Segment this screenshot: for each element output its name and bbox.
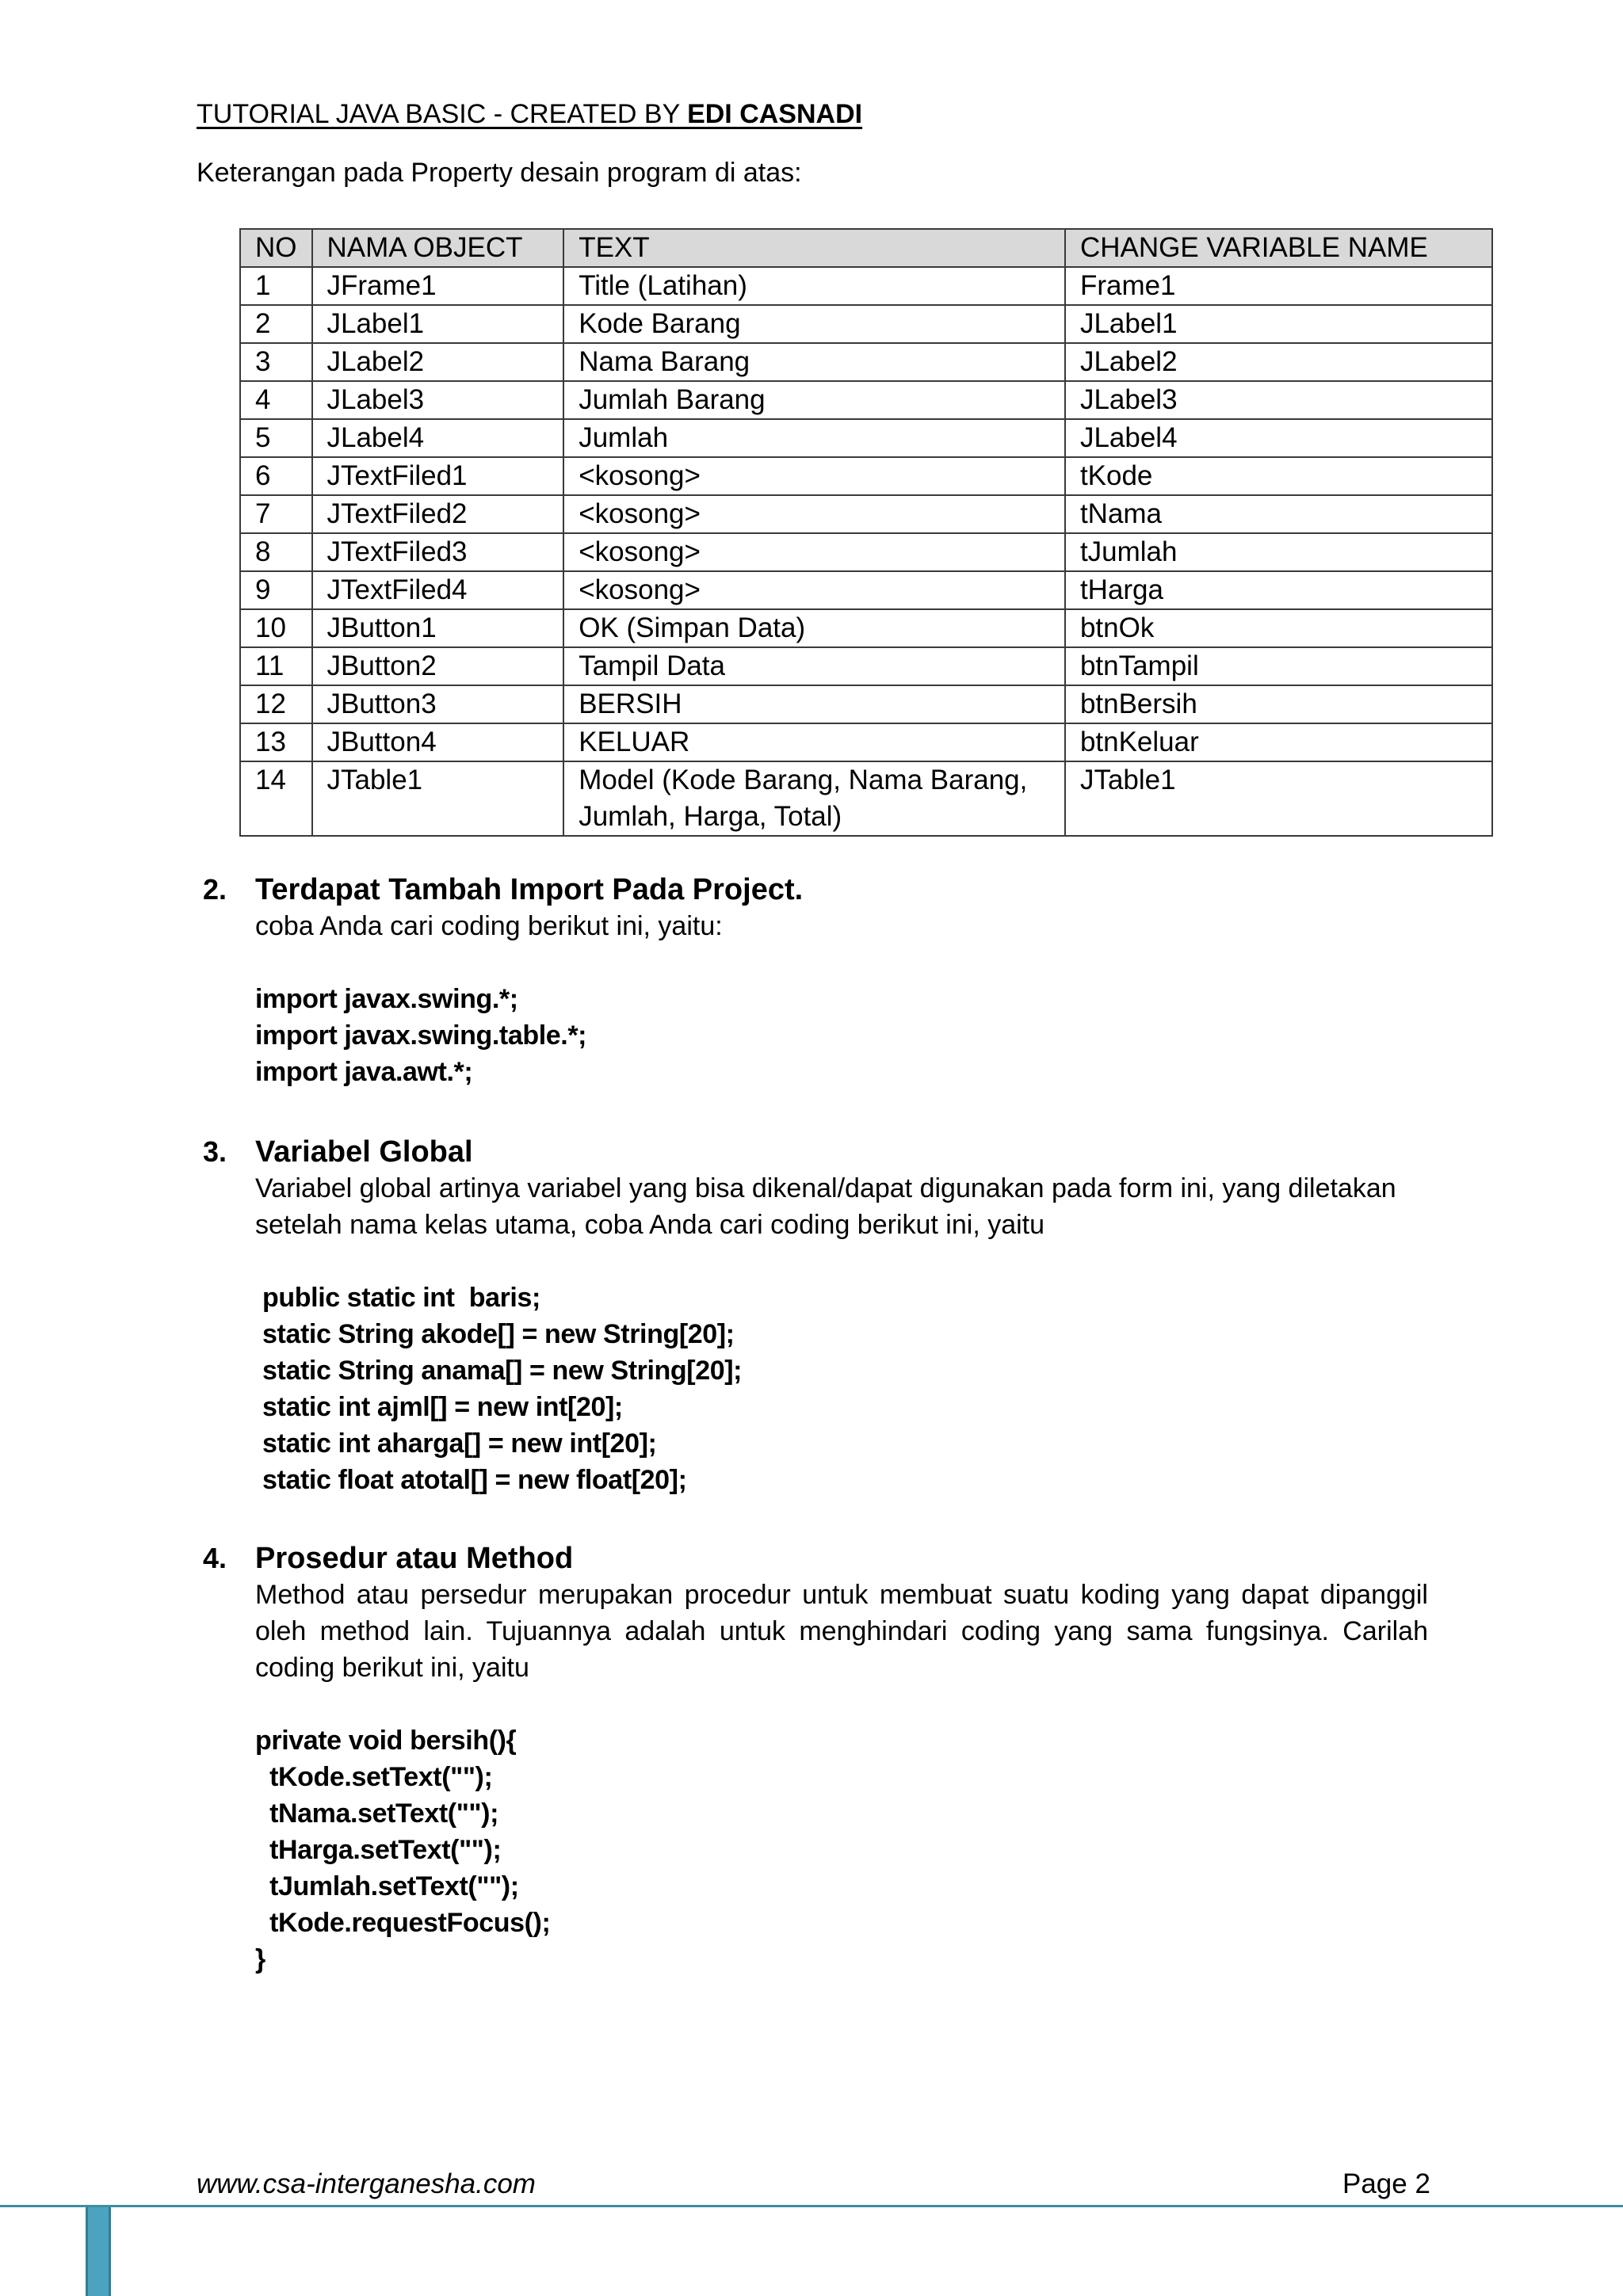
cell-object: JButton1 [312,609,564,647]
cell-text: Title (Latihan) [563,267,1065,305]
cell-text: <kosong> [563,571,1065,609]
cell-no: 12 [240,685,312,723]
cell-no: 1 [240,267,312,305]
cell-text: <kosong> [563,533,1065,571]
cell-text: BERSIH [563,685,1065,723]
cell-object: JFrame1 [312,267,564,305]
cell-object: JButton4 [312,723,564,761]
header-author: EDI CASNADI [687,99,863,129]
cell-no: 10 [240,609,312,647]
code-line: static String anama[] = new String[20]; [255,1356,743,1386]
cell-variable: btnTampil [1065,647,1492,685]
cell-object: JTextFiled1 [312,457,564,495]
page-number: Page 2 [1342,2168,1430,2199]
code-block [255,1722,550,1978]
cell-no: 5 [240,419,312,457]
code-line: static int ajml[] = new int[20]; [255,1392,623,1422]
footer-url: www.csa-interganesha.com [197,2168,536,2199]
cell-text: Jumlah [563,419,1065,457]
cell-object: JLabel1 [312,305,564,343]
section-number: 4. [203,1542,227,1574]
code-line: import javax.swing.table.*; [255,1020,587,1051]
cell-text: KELUAR [563,723,1065,761]
footer-divider [0,2205,1623,2207]
cell-object: JLabel2 [312,343,564,381]
footer-accent-bar [86,2207,111,2296]
code-block [255,1280,742,1498]
cell-no: 8 [240,533,312,571]
cell-object: JButton2 [312,647,564,685]
cell-variable: tJumlah [1065,533,1492,571]
code-line: tKode.setText(""); [255,1762,493,1792]
code-line: tJumlah.setText(""); [255,1871,519,1901]
table-header-row [240,229,1492,267]
cell-text: Kode Barang [563,305,1065,343]
code-block [255,981,586,1090]
section-body: Method atau persedur merupakan procedur untuk membuat suatu koding yang dapat dipanggil oleh method lain. Tujuannya adalah untuk menghindari coding yang sama fungsinya. Carilah coding berikut ini, yaitu [255,1580,1428,1683]
cell-variable: tNama [1065,495,1492,533]
property-table [239,228,1493,837]
cell-variable: Frame1 [1065,267,1492,305]
cell-object: JButton3 [312,685,564,723]
column-header-object: NAMA OBJECT [312,229,564,267]
cell-variable: tKode [1065,457,1492,495]
cell-no: 3 [240,343,312,381]
code-line: static float atotal[] = new float[20]; [255,1465,687,1495]
cell-variable: JLabel4 [1065,419,1492,457]
cell-text: Tampil Data [563,647,1065,685]
code-line: import javax.swing.*; [255,984,518,1014]
cell-no: 13 [240,723,312,761]
table-row [240,419,1492,457]
code-line: } [255,1944,265,1974]
cell-variable: JTable1 [1065,761,1492,836]
section-title: Variabel Global [255,1135,473,1169]
intro-text: Keterangan pada Property desain program di atas: [197,158,802,188]
table-row [240,647,1492,685]
section-title: Prosedur atau Method [255,1542,574,1575]
table-row [240,495,1492,533]
cell-variable: btnOk [1065,609,1492,647]
code-line: static String akode[] = new String[20]; [255,1319,735,1349]
cell-object: JLabel3 [312,381,564,419]
table-row [240,381,1492,419]
section-number: 3. [203,1135,227,1168]
cell-variable: tHarga [1065,571,1492,609]
section-body: coba Anda cari coding berikut ini, yaitu: [255,911,723,941]
code-line: tNama.setText(""); [255,1798,498,1829]
cell-variable: JLabel1 [1065,305,1492,343]
table-row [240,723,1492,761]
column-header-variable: CHANGE VARIABLE NAME [1065,229,1492,267]
section-global-variables [203,1134,1439,1498]
cell-no: 2 [240,305,312,343]
table-row [240,533,1492,571]
cell-no: 14 [240,761,312,836]
cell-text: Nama Barang [563,343,1065,381]
table-row [240,267,1492,305]
cell-text: OK (Simpan Data) [563,609,1065,647]
cell-no: 9 [240,571,312,609]
cell-no: 11 [240,647,312,685]
cell-object: JTable1 [312,761,564,836]
section-import [203,871,1439,1093]
table-row [240,609,1492,647]
table-row [240,305,1492,343]
cell-variable: JLabel2 [1065,343,1492,381]
table-row [240,685,1492,723]
cell-no: 4 [240,381,312,419]
code-line: tHarga.setText(""); [255,1835,502,1865]
table-row [240,571,1492,609]
code-line: import java.awt.*; [255,1057,473,1087]
cell-text: <kosong> [563,495,1065,533]
cell-no: 6 [240,457,312,495]
section-body: Variabel global artinya variabel yang bisa dikenal/dapat digunakan pada form ini, yang diletakan setelah nama kelas utama, coba Anda cari coding berikut ini, yaitu [255,1173,1396,1240]
section-method [203,1540,1439,1984]
column-header-no: NO [240,229,312,267]
cell-variable: btnKeluar [1065,723,1492,761]
table-row [240,457,1492,495]
page-header [197,97,862,132]
table-row [240,761,1492,836]
code-line: tKode.requestFocus(); [255,1908,551,1938]
section-title: Terdapat Tambah Import Pada Project. [255,873,804,906]
header-prefix: TUTORIAL JAVA BASIC - CREATED BY [197,99,688,129]
cell-no: 7 [240,495,312,533]
code-line: static int aharga[] = new int[20]; [255,1428,657,1459]
cell-object: JLabel4 [312,419,564,457]
table-row [240,343,1492,381]
code-line: public static int baris; [255,1283,540,1313]
cell-object: JTextFiled3 [312,533,564,571]
cell-object: JTextFiled2 [312,495,564,533]
cell-text: <kosong> [563,457,1065,495]
code-line: private void bersih(){ [255,1726,517,1756]
cell-text: Jumlah Barang [563,381,1065,419]
cell-text: Model (Kode Barang, Nama Barang, Jumlah, Harga, Total) [563,761,1065,836]
cell-variable: JLabel3 [1065,381,1492,419]
cell-variable: btnBersih [1065,685,1492,723]
section-number: 2. [203,873,227,906]
column-header-text: TEXT [563,229,1065,267]
cell-object: JTextFiled4 [312,571,564,609]
